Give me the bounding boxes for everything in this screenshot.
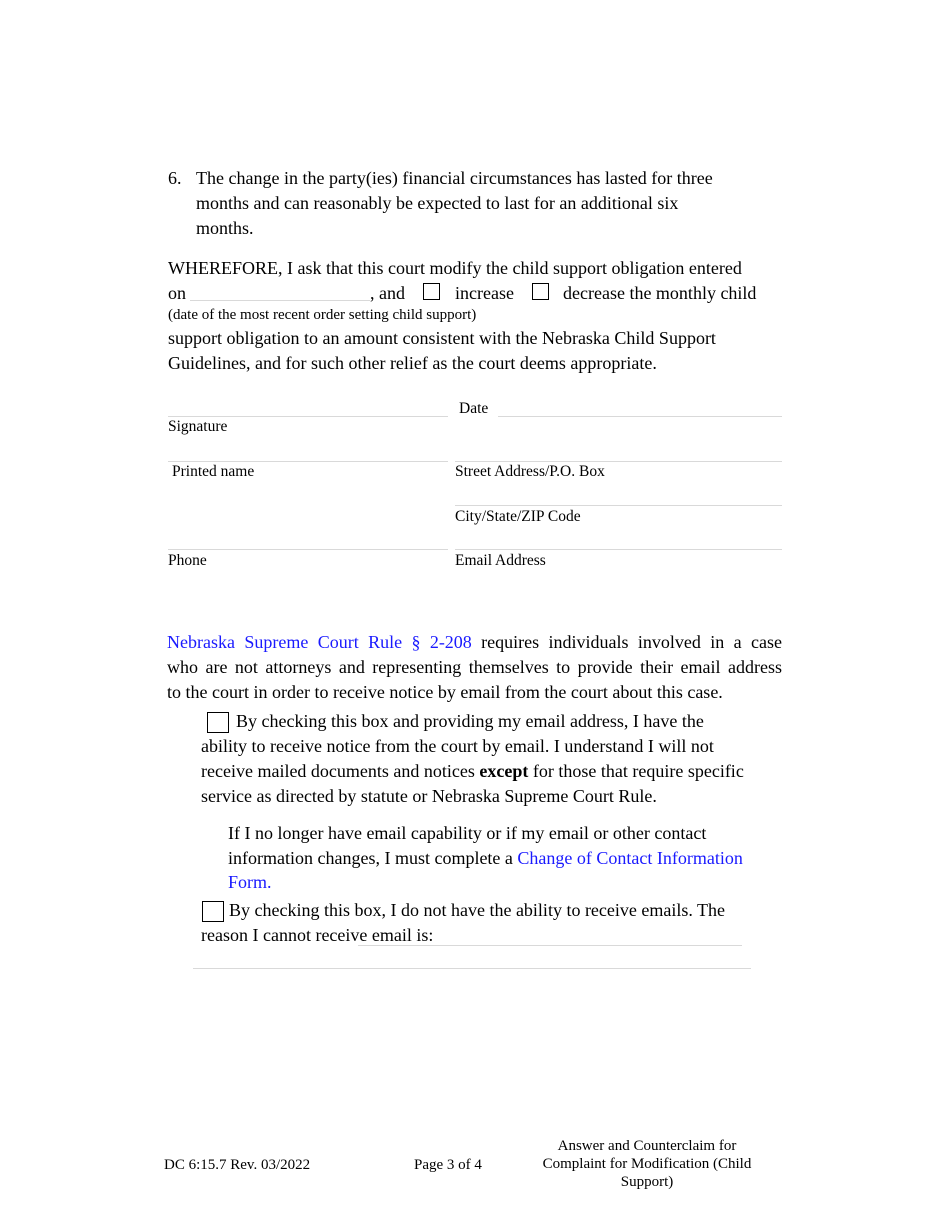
opt2-line-2: reason I cannot receive email is:: [201, 925, 434, 945]
opt1-line-2: ability to receive notice from the court by email. I understand I will not: [201, 736, 714, 756]
wherefore-line-3: support obligation to an amount consistent with the Nebraska Child Support: [168, 328, 716, 348]
page-number: Page 3 of 4: [414, 1157, 482, 1173]
email-label: Email Address: [455, 552, 546, 569]
change-line-1: If I no longer have email capability or if my email or other contact: [228, 823, 707, 843]
email-field[interactable]: [455, 549, 782, 550]
no-email-reason-field[interactable]: [358, 945, 742, 946]
opt2-line-1: By checking this box, I do not have the ability to receive emails. The: [229, 900, 726, 920]
item-6-number: 6.: [168, 168, 182, 188]
change-of-contact-link-form[interactable]: Form.: [228, 872, 272, 892]
item-6-text: [196, 166, 756, 241]
no-email-reason-field-2[interactable]: [193, 968, 751, 969]
wherefore-on: on: [168, 283, 186, 303]
street-label: Street Address/P.O. Box: [455, 463, 605, 480]
date-field[interactable]: [498, 416, 782, 417]
decrease-label: decrease the monthly child: [563, 283, 757, 303]
email-notice-line-1: [167, 630, 782, 655]
change-line-2a: information changes, I must complete a: [228, 848, 518, 868]
increase-label: increase: [455, 283, 514, 303]
opt1-line-4: service as directed by statute or Nebraska Supreme Court Rule.: [201, 786, 657, 806]
date-label: Date: [459, 400, 489, 417]
email-notice-line-2: who are not attorneys and representing themselves to provide their email address: [167, 657, 782, 677]
wherefore-line-4: Guidelines, and for such other relief as the court deems appropriate.: [168, 353, 657, 373]
form-id: DC 6:15.7 Rev. 03/2022: [164, 1157, 311, 1173]
phone-field[interactable]: [168, 549, 448, 550]
increase-checkbox[interactable]: [423, 283, 440, 300]
city-field[interactable]: [455, 505, 782, 506]
opt1-line-3: [201, 759, 744, 784]
email-notice-line-1-rest: requires individuals involved in a case: [471, 632, 782, 652]
change-line-2: [228, 846, 743, 871]
email-notice-paragraph: [167, 630, 782, 705]
opt1-line-3a: receive mailed documents and notices: [201, 761, 480, 781]
receive-email-checkbox[interactable]: [207, 712, 229, 733]
form-title-line-1: Answer and Counterclaim for: [557, 1138, 737, 1154]
printed-name-label: Printed name: [172, 463, 255, 480]
form-title: [518, 1137, 776, 1191]
item-6-line-1: The change in the party(ies) financial circumstances has lasted for three: [196, 168, 713, 188]
email-notice-line-3: to the court in order to receive notice by email from the court about this case.: [167, 682, 723, 702]
rule-2-208-link[interactable]: Nebraska Supreme Court Rule § 2-208: [167, 632, 472, 652]
form-title-line-2: Complaint for Modification (Child Support): [542, 1156, 752, 1190]
signature-label: Signature: [168, 418, 228, 435]
change-of-contact-link[interactable]: Change of Contact Information: [517, 848, 743, 868]
wherefore-line-1: WHEREFORE, I ask that this court modify the child support obligation entered: [168, 258, 742, 278]
opt1-line-3b: for those that require specific: [528, 761, 744, 781]
date-hint: (date of the most recent order setting child support): [168, 307, 477, 323]
opt1-except: except: [479, 761, 529, 781]
item-6-line-3: months.: [196, 218, 254, 238]
phone-label: Phone: [168, 552, 207, 569]
wherefore-and: , and: [370, 283, 405, 303]
order-date-field[interactable]: [190, 300, 370, 301]
city-label: City/State/ZIP Code: [455, 508, 581, 525]
opt1-line-1: By checking this box and providing my email address, I have the: [236, 711, 704, 731]
decrease-checkbox[interactable]: [532, 283, 549, 300]
item-6-line-2: months and can reasonably be expected to last for an additional six: [196, 193, 679, 213]
no-email-checkbox[interactable]: [202, 901, 224, 922]
